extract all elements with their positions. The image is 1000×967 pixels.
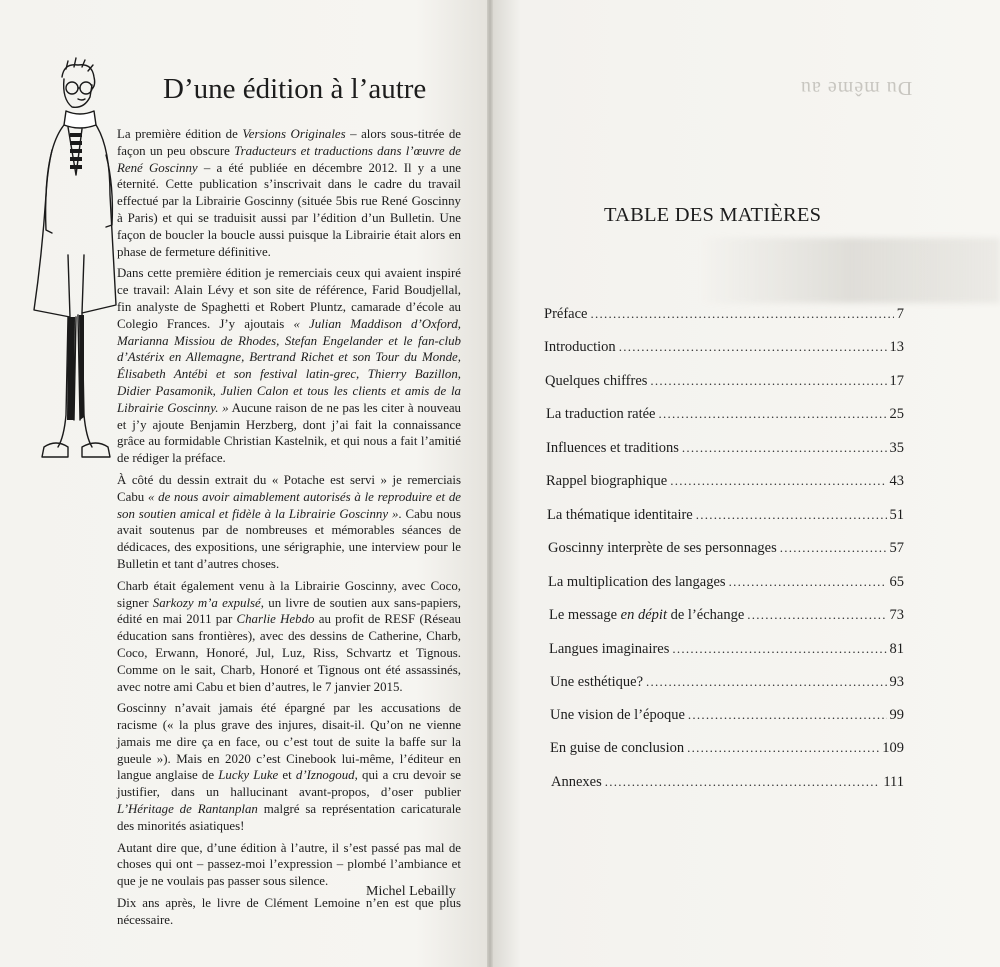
text-run: Autant dire que, d’une édition à l’autre, il s’est passé pas mal de choses qui ont – passez-moi l’expression – plombé l’ambiance et que je ne voulais pas passer sous silence. xyxy=(117,840,461,889)
text-run: Goscinny n’avait jamais été épargné par les accusations de racisme (« la plus grave des injures, disait-il. Qu’on ne vienne jamais me dire ça en face, ou c’est tout de suite la baffe sur la gueule »). Mais en 2020 c’est Cinebook lui-même, l’éditeur en langue anglaise de xyxy=(117,701,461,783)
toc-page-number: 73 xyxy=(889,607,904,623)
toc-entry-label: En guise de conclusion xyxy=(550,740,685,756)
toc-entry-label: La thématique identitaire xyxy=(547,507,693,523)
toc-page-number: 65 xyxy=(889,574,904,590)
text-run: malgré sa représentation caricaturale des minorités asiatiques! xyxy=(117,802,461,833)
toc-leader-dots xyxy=(672,641,886,657)
preface-body xyxy=(117,126,461,934)
body-paragraph xyxy=(117,840,461,890)
toc-page-number: 35 xyxy=(889,440,904,456)
toc-entry[interactable] xyxy=(550,674,904,696)
text-run: Dans cette première édition je remerciais ceux qui avaient inspiré ce travail: Alain Lévy et son site de référence, Farid Boudjellal, fin analyste de Spaghetti et Robert Pluntz, camarade d’école au Colegio Frances. J’y ajoutais xyxy=(117,266,461,331)
toc-entry[interactable] xyxy=(550,740,904,762)
toc-page-number: 17 xyxy=(889,373,904,389)
italic-text: d’Iznogoud xyxy=(295,768,355,783)
toc-leader-dots xyxy=(619,339,887,355)
bleed-through-image xyxy=(700,238,1000,303)
italic-text: Traducteurs et traductions dans l’œuvre de René Goscinny xyxy=(117,143,462,175)
toc-entry[interactable] xyxy=(549,641,904,663)
text-run: – alors sous-titrée de façon un peu obscure xyxy=(117,127,461,158)
toc-entry-label: La traduction ratée xyxy=(546,406,656,422)
text-run: et xyxy=(278,768,296,783)
toc-leader-dots xyxy=(747,607,886,623)
toc-leader-dots xyxy=(688,707,887,723)
toc-leader-dots xyxy=(682,440,887,456)
italic-text: Lucky Luke xyxy=(218,768,279,783)
toc-leader-dots xyxy=(696,507,887,523)
toc-page-number: 25 xyxy=(889,406,904,422)
toc-entry-label xyxy=(549,607,744,624)
toc-leader-dots xyxy=(729,574,887,590)
text-run: Dix ans après, le livre de Clément Lemoine n’en est que plus nécessaire. xyxy=(117,896,461,927)
toc-entry-label: Goscinny interprète de ses personnages xyxy=(548,540,777,556)
toc-entry[interactable] xyxy=(550,707,904,729)
toc-entry[interactable] xyxy=(544,306,904,328)
toc-label-italic: en dépit xyxy=(620,607,667,623)
toc-leader-dots xyxy=(670,473,886,489)
text-run: au profit de RESF (Réseau éducation sans frontières), avec des dessins de Catherine, Charb, Coco, Erwann, Honoré, Jul, Luz, Riss, Schvartz et Tignous. Comme on le sait, Charb, Honoré et Tignous ont été assassinés, avec notre ami Cabu et bien d’autres, le 7 janvier 2015. xyxy=(117,612,461,694)
toc-page-number: 13 xyxy=(889,339,904,355)
toc-leader-dots xyxy=(646,674,886,690)
toc-page-number: 57 xyxy=(889,540,904,556)
italic-text: Sarkozy m’a expulsé xyxy=(152,595,261,610)
text-run: , qui a cru devoir se justifier, dans un hallucinant avant-propos, d’oser publier xyxy=(117,768,462,800)
author-signature: Michel Lebailly xyxy=(366,884,456,899)
toc-entry-label: Rappel biographique xyxy=(546,473,668,489)
toc-entry[interactable] xyxy=(549,607,904,629)
toc-entry-label: La multiplication des langages xyxy=(548,574,726,590)
toc-page-number: 81 xyxy=(889,641,904,657)
toc-entry-label: Influences et traditions xyxy=(546,440,679,456)
toc-entry-label: Annexes xyxy=(551,774,602,790)
toc-entry[interactable] xyxy=(551,774,904,796)
toc-entry[interactable] xyxy=(544,339,904,361)
toc-leader-dots xyxy=(780,540,887,556)
toc-leader-dots xyxy=(590,306,893,322)
cartoon-figure-illustration xyxy=(22,55,122,485)
text-run: . Cabu nous avait soutenus par de nombreuses et mémorables séances de dédicaces, des expositions, une sérigraphie, une interview pour le Bulletin et tant d’autres choses. xyxy=(117,506,461,571)
body-paragraph xyxy=(117,700,461,834)
text-run: La première édition de xyxy=(117,127,243,141)
toc-label-part: de l’échange xyxy=(666,607,745,623)
body-paragraph xyxy=(117,472,461,573)
toc-leader-dots xyxy=(650,373,886,389)
text-run: Charb était également venu à la Librairie Goscinny, avec Coco, signer xyxy=(117,578,461,610)
toc-page-number: 111 xyxy=(883,774,904,790)
toc-entry-label: Introduction xyxy=(544,339,616,355)
body-paragraph xyxy=(117,265,461,467)
italic-text: Versions Originales xyxy=(242,127,346,141)
toc-entry-label: Préface xyxy=(544,306,588,322)
book-gutter xyxy=(487,0,493,967)
text-run: Aucune raison de ne pas les citer à nouveau et j’y ajoute Benjamin Herzberg, dont j’ai fait la connaissance grâce au formidable Christian Kastelnik, et qui nous a fait l’amitié de rédiger la préface. xyxy=(117,400,461,466)
body-paragraph xyxy=(117,578,461,696)
toc-entry[interactable] xyxy=(548,574,904,596)
body-paragraph xyxy=(117,126,461,260)
italic-text: L’Héritage de Rantanplan xyxy=(117,802,258,817)
toc-page-number: 99 xyxy=(889,707,904,723)
text-run: – a été publiée en décembre 2012. Il y a une éternité. Cette publication s’inscrivait dans le cadre du travail effectué par la Librairie Goscinny (située 5bis rue René Goscinny à Paris) et qui se traduisit aussi par l’édition d’un Bulletin. Une façon de boucler la boucle aussi puisque la Librairie était alors en phase de fermeture définitive. xyxy=(117,160,461,259)
toc-entry[interactable] xyxy=(545,373,904,395)
toc-entry[interactable] xyxy=(547,507,904,529)
toc-leader-dots xyxy=(659,406,887,422)
toc-label-part: Le message xyxy=(549,607,621,623)
toc-entry-label: Quelques chiffres xyxy=(545,373,648,389)
toc-entry[interactable] xyxy=(546,440,904,462)
toc-page-number: 109 xyxy=(882,740,904,756)
toc-entry-label: Une vision de l’époque xyxy=(550,707,685,723)
text-run: À côté du dessin extrait du « Potache est servi » je remerciais Cabu xyxy=(117,472,461,504)
bleed-through-text: Du même au xyxy=(800,77,913,99)
toc-page-number: 51 xyxy=(889,507,904,523)
toc-entry[interactable] xyxy=(546,406,904,428)
toc-page-number: 7 xyxy=(896,306,904,322)
italic-text: « de nous avoir aimablement autorisés à le reproduire et de son soutien amical et fidèle à la Librairie Goscinny » xyxy=(117,489,461,521)
body-paragraph xyxy=(117,895,461,929)
toc-leader-dots xyxy=(687,740,879,756)
toc-entry-label: Une esthétique? xyxy=(550,674,644,690)
italic-text: « Julian Maddison d’Oxford, Marianna Missiou de Rhodes, Stefan Engelander et le fan-club d’Astérix en Allemagne, Bertrand Richet et son Tour du Monde, Élisabeth Antébi et son festival latin-grec, Thierry Bazillon, Didier Pasamonik, Julien Calon et tous les clients et amis de la Librairie Goscinny. » xyxy=(117,316,462,415)
toc-leader-dots xyxy=(605,774,881,790)
toc-page-number: 43 xyxy=(889,473,904,489)
toc-entry-label: Langues imaginaires xyxy=(549,641,670,657)
toc-title: TABLE DES MATIÈRES xyxy=(604,204,822,226)
toc-entry[interactable] xyxy=(548,540,904,562)
text-run: , un livre de soutien aux sans-papiers, édité en mai 2011 par xyxy=(117,595,462,627)
page-title: D’une édition à l’autre xyxy=(163,73,427,105)
toc-page-number: 93 xyxy=(889,674,904,690)
italic-text: Charlie Hebdo xyxy=(236,612,315,627)
toc-entry[interactable] xyxy=(546,473,904,495)
